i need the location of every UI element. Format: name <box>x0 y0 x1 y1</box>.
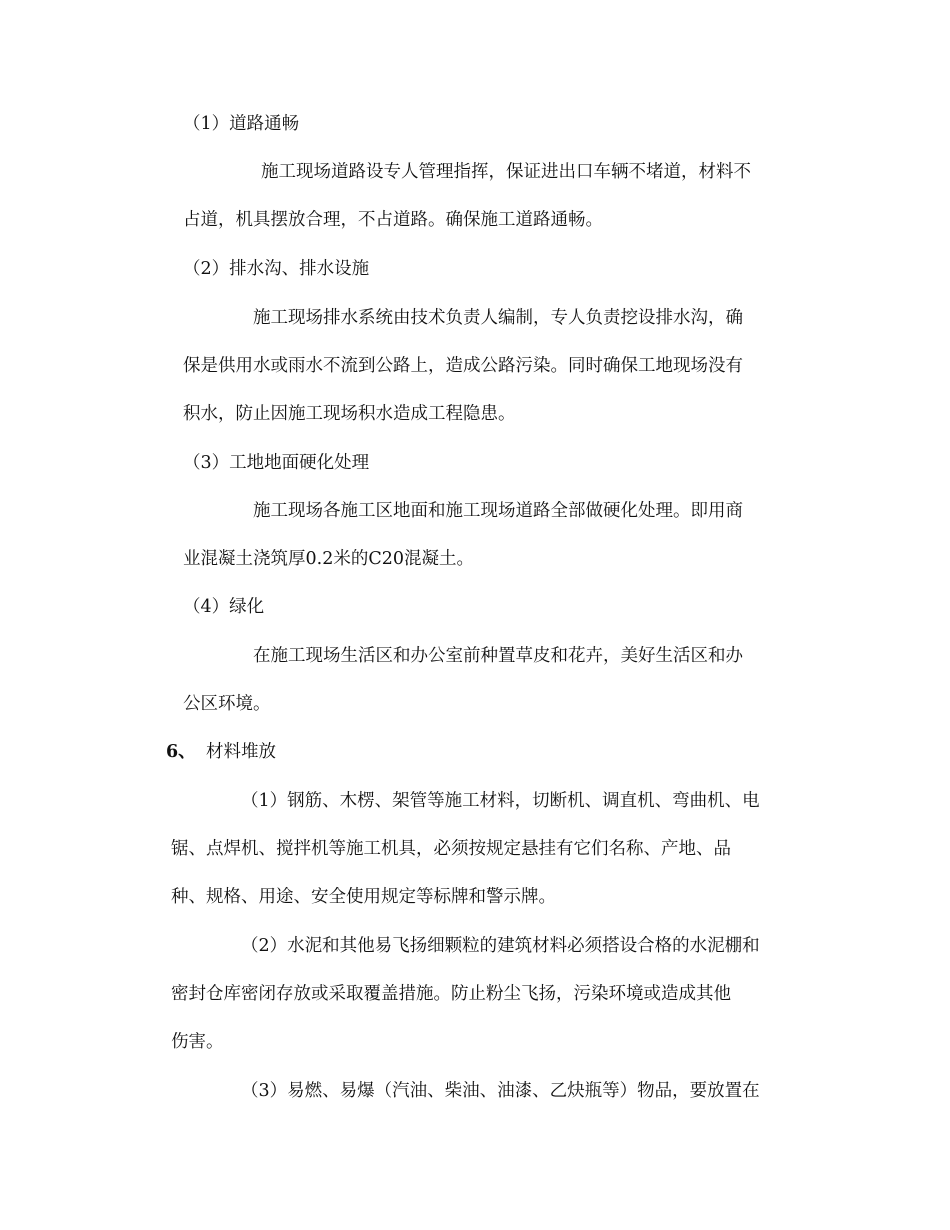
paragraph-line: 锯、点焊机、搅拌机等施工机具，必须按规定悬挂有它们名称、产地、品 <box>171 839 731 859</box>
paragraph-line: 积水，防止因施工现场积水造成工程隐患。 <box>183 404 516 424</box>
paragraph-line: 占道，机具摆放合理，不占道路。确保施工道路通畅。 <box>183 210 603 230</box>
section-heading-hardening: （3）工地地面硬化处理 <box>183 453 370 473</box>
paragraph-line: （3）易燃、易爆（汽油、柴油、油漆、乙炔瓶等）物品，要放置在 <box>241 1081 760 1101</box>
paragraph-line: 种、规格、用途、安全使用规定等标牌和警示牌。 <box>171 887 556 907</box>
paragraph-line: （2）水泥和其他易飞扬细颗粒的建筑材料必须搭设合格的水泥棚和 <box>241 936 760 956</box>
section-title-materials: 材料堆放 <box>206 742 276 762</box>
paragraph-line: 业混凝土浇筑厚0.2米的C20混凝土。 <box>183 549 474 569</box>
paragraph-line: （1）钢筋、木楞、架管等施工材料，切断机、调直机、弯曲机、电 <box>241 791 760 811</box>
paragraph-line: 伤害。 <box>171 1032 224 1052</box>
section-number: 6、 <box>166 742 196 762</box>
section-heading-drainage: （2）排水沟、排水设施 <box>183 259 370 279</box>
paragraph-line: 保是供用水或雨水不流到公路上，造成公路污染。同时确保工地现场没有 <box>183 356 743 376</box>
section-heading-road: （1）道路通畅 <box>183 114 300 134</box>
paragraph-line: 公区环境。 <box>183 694 271 714</box>
paragraph-line: 施工现场道路设专人管理指挥，保证进出口车辆不堵道，材料不 <box>261 162 751 182</box>
paragraph-line: 在施工现场生活区和办公室前种置草皮和花卉，美好生活区和办 <box>253 646 743 666</box>
paragraph-line: 施工现场排水系统由技术负责人编制，专人负责挖设排水沟，确 <box>253 308 743 328</box>
paragraph-line: 施工现场各施工区地面和施工现场道路全部做硬化处理。即用商 <box>253 501 743 521</box>
paragraph-line: 密封仓库密闭存放或采取覆盖措施。防止粉尘飞扬，污染环境或造成其他 <box>171 984 731 1004</box>
section-heading-greening: （4）绿化 <box>183 597 265 617</box>
